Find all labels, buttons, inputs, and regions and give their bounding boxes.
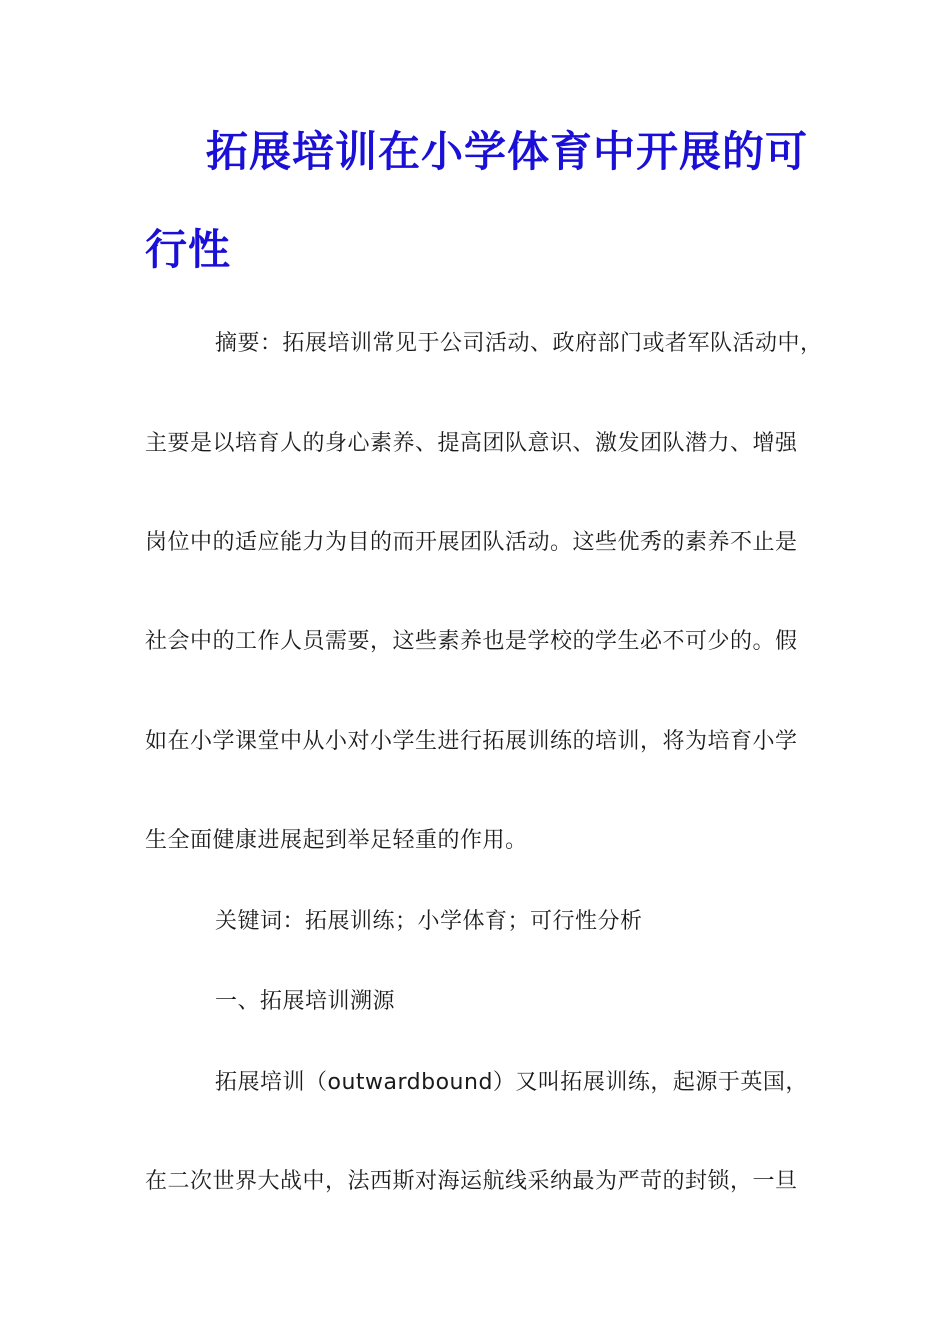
keywords-line: 关键词：拓展训练；小学体育；可行性分析 bbox=[215, 909, 643, 934]
abstract-line-6: 生全面健康进展起到举足轻重的作用。 bbox=[145, 828, 528, 853]
abstract-line-5: 如在小学课堂中从小对小学生进行拓展训练的培训，将为培育小学 bbox=[145, 729, 798, 754]
abstract-line-1: 摘要：拓展培训常见于公司活动、政府部门或者军队活动中， bbox=[215, 331, 823, 356]
section-paragraph-line-2: 在二次世界大战中，法西斯对海运航线采纳最为严苛的封锁，一旦 bbox=[145, 1169, 798, 1194]
document-title-line-2: 行性 bbox=[145, 225, 232, 274]
abstract-line-4: 社会中的工作人员需要，这些素养也是学校的学生必不可少的。假 bbox=[145, 629, 798, 654]
abstract-line-3: 岗位中的适应能力为目的而开展团队活动。这些优秀的素养不止是 bbox=[145, 530, 798, 555]
section-heading: 一、拓展培训溯源 bbox=[215, 989, 396, 1014]
abstract-line-2: 主要是以培育人的身心素养、提高团队意识、激发团队潜力、增强 bbox=[145, 431, 798, 456]
section-paragraph-line-1: 拓展培训（outwardbound）又叫拓展训练，起源于英国， bbox=[215, 1070, 808, 1095]
document-title-line-1: 拓展培训在小学体育中开展的可 bbox=[206, 127, 809, 176]
